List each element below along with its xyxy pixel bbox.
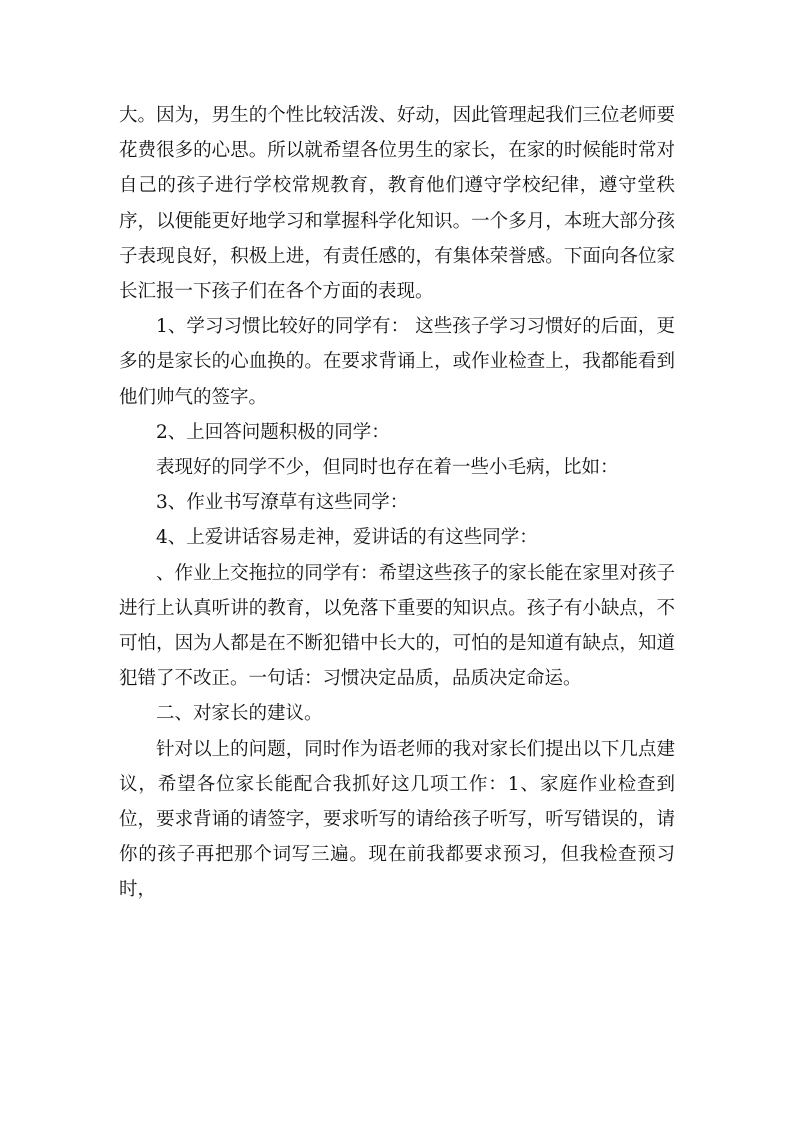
paragraph-9: 针对以上的问题，同时作为语老师的我对家长们提出以下几点建议，希望各位家长能配合我抓好这几项工作：1、家庭作业检查到位，要求背诵的请签字，要求听写的请给孩子听写，听写错误的，请你的孩子再把那个词写三遍。现在前我都要求预习，但我检查预习时， xyxy=(119,738,675,901)
paragraph-2: 1、学习习惯比较好的同学有： 这些孩子学习习惯好的后面，更多的是家长的心血换的。在要求背诵上，或作业检查上，我都能看到他们帅气的签字。 xyxy=(119,316,675,408)
paragraph-5: 3、作业书写潦草有这些同学： xyxy=(156,492,409,514)
paragraph-4: 表现好的同学不少，但同时也存在着一些小毛病，比如： xyxy=(156,457,619,479)
paragraph-1: 大。因为，男生的个性比较活泼、好动，因此管理起我们三位老师要花费很多的心思。所以就希望各位男生的家长，在家的时候能时常对自己的孩子进行学校常规教育，教育他们遵守学校纪律，遵守堂秩序，以便能更好地学习和掌握科学化知识。一个多月，本班大部分孩子表现良好，积极上进，有责任感的，有集体荣誉感。下面向各位家长汇报一下孩子们在各个方面的表现。 xyxy=(119,105,675,303)
paragraph-3: 2、上回答问题积极的同学： xyxy=(156,421,390,443)
document-body xyxy=(119,98,675,908)
paragraph-6: 4、上爱讲话容易走神，爱讲话的有这些同学： xyxy=(156,527,538,549)
paragraph-7: 、作业上交拖拉的同学有：希望这些孩子的家长能在家里对孩子进行上认真听讲的教育，以免落下重要的知识点。孩子有小缺点，不可怕，因为人都是在不断犯错中长大的，可怕的是知道有缺点，知道犯错了不改正。一句话：习惯决定品质，品质决定命运。 xyxy=(119,562,675,690)
paragraph-8: 二、对家长的建议。 xyxy=(156,703,323,725)
